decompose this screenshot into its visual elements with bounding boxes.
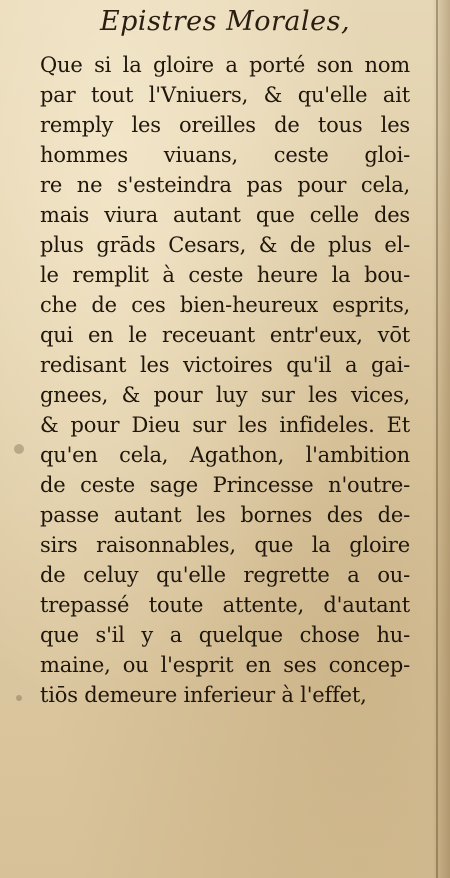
text-line: sirs raisonnables, que la gloire [40, 533, 410, 557]
text-line: mais viura autant que celle des [40, 203, 410, 227]
ink-spot [14, 444, 24, 454]
text-line: qui en le receuant entr'eux, vōt [40, 323, 410, 347]
text-line: par tout l'Vniuers, & qu'elle ait [40, 83, 410, 107]
text-line: hommes viuans, ceste gloi- [40, 143, 410, 167]
text-line: que s'il y a quelque chose hu- [40, 623, 410, 647]
text-line: & pour Dieu sur les infideles. Et [40, 413, 410, 437]
page-fold-line [436, 0, 438, 878]
text-line: trepassé toute attente, d'autant [40, 593, 410, 617]
ink-spot [16, 695, 22, 701]
running-title: Epistres Morales, [99, 6, 351, 37]
text-line: remply les oreilles de tous les [40, 113, 410, 137]
text-line: plus grāds Cesars, & de plus el- [40, 233, 410, 257]
text-line: le remplit à ceste heure la bou- [40, 263, 410, 287]
text-line: de ceste sage Princesse n'outre- [40, 473, 410, 497]
text-line: de celuy qu'elle regrette a ou- [40, 563, 410, 587]
text-line: tiōs demeure inferieur à l'effet, [40, 683, 367, 707]
body-text [40, 50, 410, 710]
text-line: qu'en cela, Agathon, l'ambition [40, 443, 410, 467]
text-line: redisant les victoires qu'il a gai- [40, 353, 410, 377]
text-line: gnees, & pour luy sur les vices, [40, 383, 410, 407]
text-line: re ne s'esteindra pas pour cela, [40, 173, 410, 197]
page-edge-shadow [432, 0, 450, 878]
text-line: Que si la gloire a porté son nom [40, 53, 410, 77]
text-line: che de ces bien-heureux esprits, [40, 293, 410, 317]
text-line: maine, ou l'esprit en ses concep- [40, 653, 410, 677]
text-line: passe autant les bornes des de- [40, 503, 410, 527]
